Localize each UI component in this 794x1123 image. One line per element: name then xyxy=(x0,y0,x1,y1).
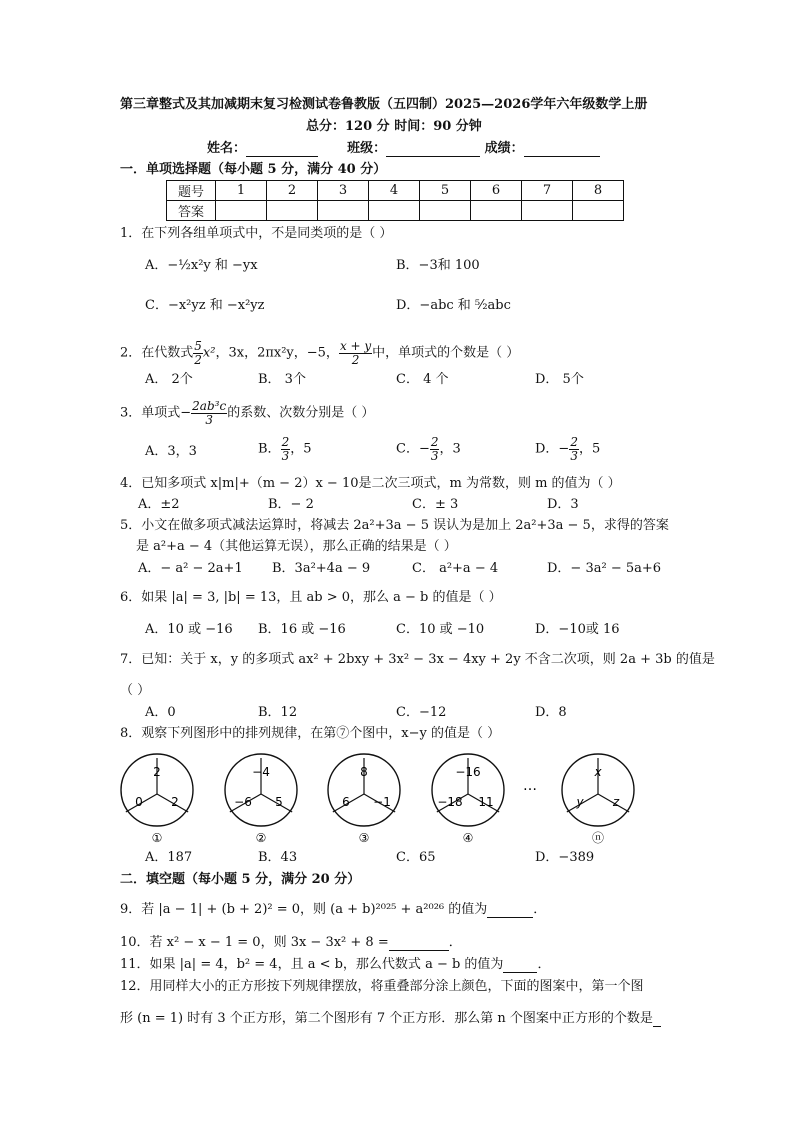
q5-line2: 是 a²+a − 4（其他运算无误），那么正确的结果是（ ） xyxy=(136,539,457,554)
q1-option-b: B．−3和 100 xyxy=(396,258,480,273)
q2-stem-pre: 2．在代数式 xyxy=(120,345,194,361)
q3-option-b: B． $\frac{2}{3}$ ，5 xyxy=(258,435,312,463)
table-number: 1 xyxy=(216,181,267,201)
q6-option-c: C．10 或 −10 xyxy=(396,622,485,637)
q6-stem: 6．如果 |a| = 3, |b| = 13，且 ab > 0，那么 a − b 的值是（ ） xyxy=(120,590,502,605)
q8-circle-label: ② xyxy=(255,831,267,845)
q8-option-d: D．−389 xyxy=(535,850,595,865)
q3-c-pre: C．− xyxy=(396,441,430,457)
q8-circle-figure xyxy=(562,754,634,845)
q10-stem xyxy=(120,935,462,951)
q8-circle-top-value: 8 xyxy=(360,765,368,779)
q8-circle-label: ④ xyxy=(462,831,474,845)
q8-circle-top-value: −4 xyxy=(252,765,270,779)
q4-option-d: D．3 xyxy=(547,497,579,512)
q8-circle-right-value: 11 xyxy=(478,795,494,809)
q8-circle-label: ③ xyxy=(358,831,370,845)
q4-option-b: B．− 2 xyxy=(268,497,314,512)
q8-option-a: A．187 xyxy=(145,850,193,865)
q8-circle-figure xyxy=(432,754,504,845)
q5-option-c: C． a²+a − 4 xyxy=(412,561,499,576)
q3-option-d: D．− $\frac{2}{3}$ ，5 xyxy=(535,435,601,463)
q3-d-post: ，5 xyxy=(578,441,601,457)
q11-stem xyxy=(120,957,550,973)
q2-option-a: A． 2个 xyxy=(145,372,193,387)
q5-option-b: B．3a²+4a − 9 xyxy=(272,561,371,576)
q3-d-pre: D．− xyxy=(535,441,570,457)
q7-option-b: B．12 xyxy=(258,705,298,720)
q8-ellipsis: … xyxy=(523,778,537,794)
q8-circle-top-value: x xyxy=(594,765,602,779)
q3-stem-pre: 3．单项式− xyxy=(120,405,192,421)
q4-option-a: A．±2 xyxy=(138,497,180,512)
exam-title: 第三章整式及其加减期末复习检测试卷鲁教版（五四制）2025—2026学年六年级数学上册 xyxy=(120,97,648,112)
table-head-cell: 题号 xyxy=(167,181,216,201)
q3-c-post: ，3 xyxy=(439,441,461,457)
table-number: 7 xyxy=(522,181,573,201)
q12-line2 xyxy=(120,1011,661,1027)
q6-option-b: B．16 或 −16 xyxy=(258,622,346,637)
q10-end: ． xyxy=(448,935,462,950)
q7-line1: 7．已知：关于 x，y 的多项式 ax² + 2bxy + 3x² − 3x − 4xy + 2y 不含二次项，则 2a + 3b 的值是 xyxy=(120,652,715,667)
q10-text: 10．若 x² − x − 1 = 0，则 3x − 3x² + 8 = xyxy=(120,935,389,950)
q8-circle-figure xyxy=(328,754,400,845)
q3-frac: $\frac{\text{2ab³c}}{3}$ xyxy=(192,399,227,427)
q12-line1: 12．用同样大小的正方形按下列规律摆放，将重叠部分涂上颜色，下面的图案中，第一个图 xyxy=(120,979,644,994)
q7-option-c: C．−12 xyxy=(396,705,447,720)
q3-b-post: ，5 xyxy=(290,441,312,457)
table-number: 4 xyxy=(369,181,420,201)
q8-option-c: C．65 xyxy=(396,850,436,865)
q1-option-c: C．−x²yz 和 −x²yz xyxy=(145,298,265,313)
table-number: 8 xyxy=(573,181,624,201)
q6-option-d: D．−10或 16 xyxy=(535,622,620,637)
q7-option-d: D．8 xyxy=(535,705,567,720)
q8-circle-top-value: −16 xyxy=(455,765,481,779)
q8-circle-left-value: 0 xyxy=(135,795,143,809)
q4-stem: 4．已知多项式 x|m|+（m − 2）x − 10是二次三项式，m 为常数，则 m 的值为（ ） xyxy=(120,476,621,491)
name-label: 姓名： xyxy=(207,141,247,156)
q2-option-c: C． 4 个 xyxy=(396,372,449,387)
q9-answer-blank[interactable] xyxy=(487,903,533,918)
q12-answer-blank[interactable] xyxy=(653,1012,661,1027)
q9-end: ． xyxy=(533,902,547,917)
table-number: 5 xyxy=(420,181,471,201)
q8-circle-right-value: z xyxy=(612,795,620,809)
q3-stem-post: 的系数、次数分别是（ ） xyxy=(227,405,375,421)
q7-option-a: A．0 xyxy=(145,705,176,720)
q8-circle-right-value: 5 xyxy=(275,795,283,809)
q1-option-d: D．−abc 和 ⁵⁄₂abc xyxy=(396,298,511,313)
table-number: 6 xyxy=(471,181,522,201)
q5-line1: 5．小文在做多项式减法运算时，将减去 2a²+3a − 5 误认为是加上 2a²+3a − 5，求得的答案 xyxy=(120,518,669,533)
score-time: 总分：120 分 时间：90 分钟 xyxy=(306,119,482,134)
q2-stem-mid: ，3x，2πx²y，−5， xyxy=(215,345,339,361)
table-number: 3 xyxy=(318,181,369,201)
q2-stem: 2．在代数式 $\frac{5}{2}$ x²，3x，2πx²y，−5， $\frac{x + y}{2}$ 中，单项式的个数是（ ） xyxy=(120,339,520,367)
q2-option-b: B． 3个 xyxy=(258,372,306,387)
q8-circle-left-value: 6 xyxy=(342,795,350,809)
q2-frac-xy-2: $\frac{x + y}{2}$ xyxy=(339,339,372,367)
q11-end: ． xyxy=(537,957,551,972)
q2-stem-post: 中，单项式的个数是（ ） xyxy=(372,345,520,361)
q9-stem xyxy=(120,902,546,918)
q3-option-c: C．− $\frac{2}{3}$ ，3 xyxy=(396,435,461,463)
q3-b-pre: B． xyxy=(258,441,281,457)
q8-circle-right-value: −1 xyxy=(373,795,391,809)
table-answer-label: 答案 xyxy=(167,201,216,221)
q5-option-a: A．− a² − 2a+1 xyxy=(138,561,243,576)
section2-heading: 二．填空题（每小题 5 分，满分 20 分） xyxy=(120,872,361,887)
class-label: 班级： xyxy=(347,141,387,156)
q3-option-a: A．3，3 xyxy=(145,444,197,459)
q4-option-c: C．± 3 xyxy=(412,497,459,512)
q10-answer-blank[interactable] xyxy=(389,936,449,951)
q12-text: 形 (n = 1) 时有 3 个正方形，第二个图形有 7 个正方形．那么第 n 个图案中正方形的个数是 xyxy=(120,1011,653,1026)
q11-answer-blank[interactable] xyxy=(503,958,537,973)
q9-text: 9．若 |a − 1| + (b + 2)² = 0，则 (a + b)²⁰²⁵ + a²⁰²⁶ 的值为 xyxy=(120,902,488,917)
q8-circle-top-value: 2 xyxy=(153,765,161,779)
q8-stem: 8．观察下列图形中的排列规律，在第⑦个图中，x−y 的值是（ ） xyxy=(120,726,501,741)
q8-circle-label: ① xyxy=(151,831,163,845)
q7-line2: （ ） xyxy=(120,683,151,698)
q8-circle-left-value: y xyxy=(576,795,584,809)
q8-circle-figure xyxy=(225,754,297,845)
q8-circle-left-value: −6 xyxy=(234,795,252,809)
q2-option-d: D． 5个 xyxy=(535,372,584,387)
q11-text: 11．如果 |a| = 4，b² = 4，且 a < b，那么代数式 a − b 的值为 xyxy=(120,957,504,972)
section1-heading: 一．单项选择题（每小题 5 分，满分 40 分） xyxy=(120,162,387,177)
q8-circle-right-value: 2 xyxy=(171,795,179,809)
grade-label: 成绩： xyxy=(484,141,524,156)
q1-option-a: A．−½x²y 和 −yx xyxy=(145,258,258,273)
q8-circle-left-value: −18 xyxy=(437,795,463,809)
q2-frac-5-2: $\frac{5}{2}$ xyxy=(194,339,202,367)
q1-stem: 1．在下列各组单项式中，不是同类项的是（ ） xyxy=(120,226,393,241)
q8-circle-figure xyxy=(121,754,193,845)
q8-option-b: B．43 xyxy=(258,850,298,865)
q8-circle-label: ⓝ xyxy=(591,831,605,845)
q6-option-a: A．10 或 −16 xyxy=(145,622,233,637)
q5-option-d: D．− 3a² − 5a+6 xyxy=(547,561,662,576)
table-number: 2 xyxy=(267,181,318,201)
